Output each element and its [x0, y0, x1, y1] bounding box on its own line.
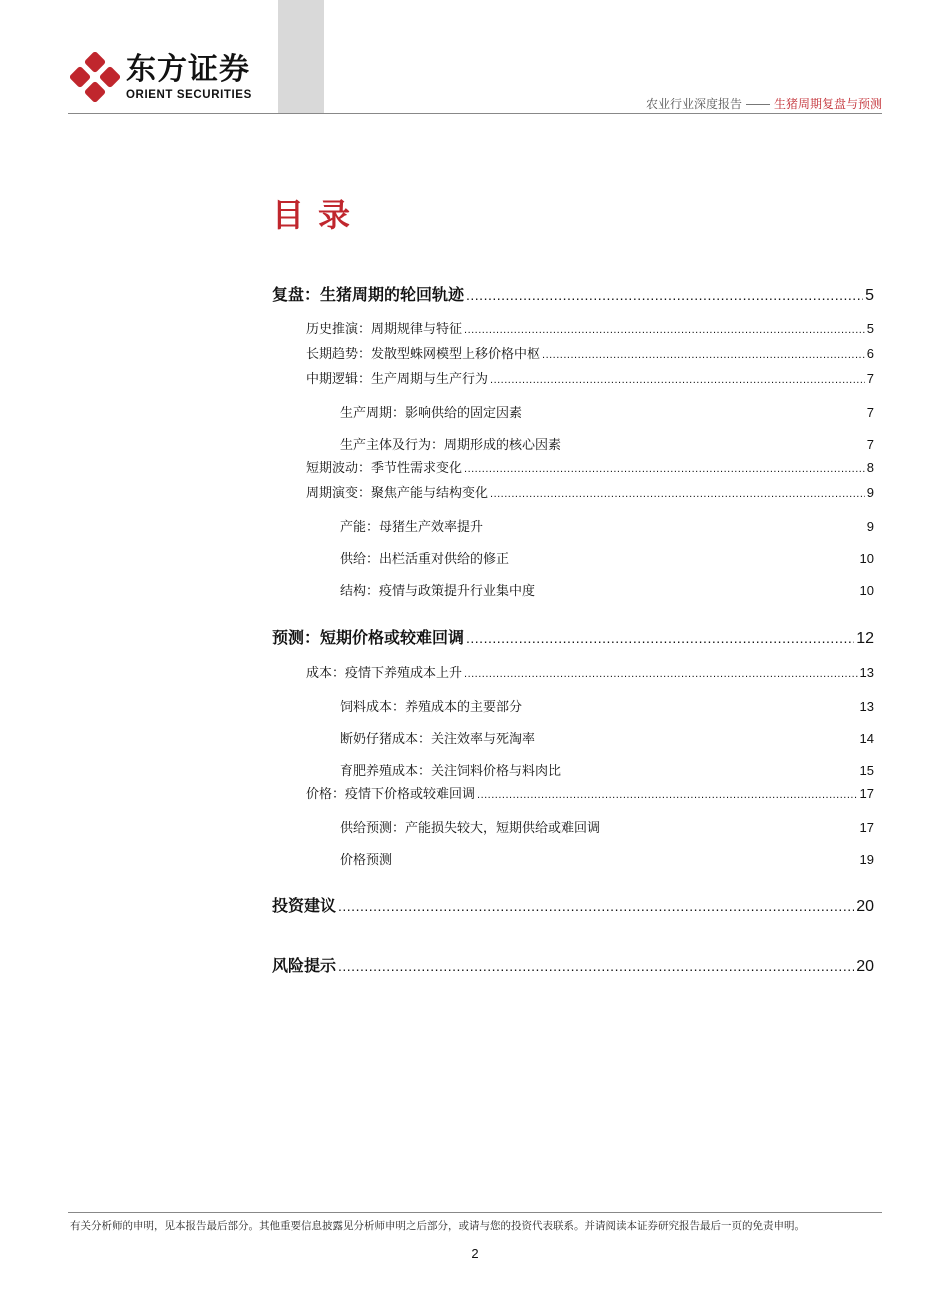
toc-entry[interactable] — [306, 318, 874, 337]
toc-entry-page: 13 — [859, 699, 874, 714]
toc-entry[interactable] — [306, 343, 874, 362]
company-logo — [70, 52, 270, 104]
toc-entry-page: 7 — [866, 371, 874, 386]
toc-entry-label: 生产周期：影响供给的固定因素 — [340, 405, 523, 420]
toc-entry[interactable] — [340, 402, 874, 421]
toc-entry[interactable] — [340, 760, 874, 779]
toc-entry-label: 预测：短期价格或较难回调 — [272, 630, 465, 647]
footer-disclaimer: 有关分析师的申明，见本报告最后部分。其他重要信息披露见分析师申明之后部分，或请与您的投资代表联系。并请阅读本证券研究报告最后一页的免责申明。 — [70, 1220, 805, 1232]
toc-entry-label: 投资建议 — [272, 898, 337, 915]
toc-entry[interactable] — [340, 817, 874, 836]
toc-entry-label: 短期波动：季节性需求变化 — [306, 460, 463, 475]
toc-leader-dots — [464, 463, 865, 475]
report-subject: 生猪周期复盘与预测 — [773, 97, 882, 111]
toc-entry[interactable] — [272, 625, 874, 648]
header-divider — [68, 113, 882, 114]
toc-entry-label: 周期演变：聚焦产能与结构变化 — [306, 485, 489, 500]
toc-entry[interactable] — [306, 368, 874, 387]
toc-leader-dots — [338, 958, 854, 974]
toc-leader-dots — [338, 898, 854, 914]
toc-entry-label: 价格：疫情下价格或较难回调 — [306, 786, 476, 801]
toc-entry-page: 9 — [866, 519, 874, 534]
toc-entry-page: 8 — [866, 460, 874, 475]
toc-entry[interactable] — [272, 953, 874, 976]
toc-entry-page: 7 — [866, 405, 874, 420]
toc-entry-page: 17 — [859, 820, 874, 835]
toc-entry-page: 6 — [866, 346, 874, 361]
toc-entry-label: 风险提示 — [272, 958, 337, 975]
header-gray-tab — [278, 0, 324, 113]
toc-entry[interactable] — [306, 783, 874, 802]
toc-entry-label: 长期趋势：发散型蛛网模型上移价格中枢 — [306, 346, 541, 361]
toc-entry-page: 5 — [865, 287, 874, 304]
toc-entry-page: 20 — [856, 898, 874, 915]
toc-entry[interactable] — [340, 728, 874, 747]
toc-entry-page: 20 — [856, 958, 874, 975]
toc-entry-page: 15 — [859, 763, 874, 778]
toc-entry-page: 7 — [866, 437, 874, 452]
toc-entry[interactable] — [340, 548, 874, 567]
toc-title: 目录 — [272, 196, 365, 234]
toc-leader-dots — [464, 324, 865, 336]
toc-leader-dots — [464, 668, 858, 680]
toc-entry[interactable] — [272, 282, 874, 305]
toc-entry-page: 14 — [859, 731, 874, 746]
toc-entry-label: 供给：出栏活重对供给的修正 — [340, 551, 510, 566]
toc-entry-label: 育肥养殖成本：关注饲料价格与料肉比 — [340, 763, 562, 778]
report-header — [646, 95, 882, 112]
toc-leader-dots — [490, 374, 865, 386]
logo-chinese-name: 东方证券 — [126, 52, 250, 87]
toc-entry[interactable] — [340, 580, 874, 599]
toc-entry[interactable] — [272, 893, 874, 916]
toc-leader-dots — [466, 630, 854, 646]
toc-entry-label: 中期逻辑：生产周期与生产行为 — [306, 371, 489, 386]
toc-entry-label: 供给预测：产能损失较大，短期供给或难回调 — [340, 820, 601, 835]
toc-entry[interactable] — [306, 482, 874, 501]
toc-entry-label: 价格预测 — [340, 852, 393, 867]
toc-entry-label: 断奶仔猪成本：关注效率与死淘率 — [340, 731, 536, 746]
toc-entry-page: 5 — [866, 321, 874, 336]
toc-entry[interactable] — [306, 457, 874, 476]
toc-entry[interactable] — [340, 516, 874, 535]
toc-entry[interactable] — [306, 662, 874, 681]
toc-entry[interactable] — [340, 849, 874, 868]
toc-entry-page: 13 — [859, 665, 874, 680]
toc-entry-page: 10 — [859, 583, 874, 598]
logo-english-name: ORIENT SECURITIES — [126, 89, 252, 101]
report-type: 农业行业深度报告 — [645, 97, 742, 111]
toc-entry-label: 生产主体及行为：周期形成的核心因素 — [340, 437, 562, 452]
toc-entry-page: 12 — [856, 630, 874, 647]
orient-logo-icon — [70, 52, 120, 102]
toc-entry-label: 复盘：生猪周期的轮回轨迹 — [272, 287, 465, 304]
toc-leader-dots — [490, 488, 865, 500]
toc-leader-dots — [466, 287, 863, 303]
toc-entry-label: 成本：疫情下养殖成本上升 — [306, 665, 463, 680]
toc-entry[interactable] — [340, 434, 874, 453]
page-number: 2 — [471, 1246, 479, 1261]
toc-entry-page: 10 — [859, 551, 874, 566]
toc-entry[interactable] — [340, 696, 874, 715]
toc-entry-page: 9 — [866, 485, 874, 500]
header-dash — [746, 104, 770, 105]
toc-leader-dots — [542, 349, 865, 361]
toc-entry-label: 饲料成本：养殖成本的主要部分 — [340, 699, 523, 714]
toc-entry-label: 结构：疫情与政策提升行业集中度 — [340, 583, 536, 598]
toc-entry-page: 17 — [859, 786, 874, 801]
toc-leader-dots — [477, 789, 858, 801]
footer-divider — [68, 1212, 882, 1213]
toc-entry-label: 产能：母猪生产效率提升 — [340, 519, 484, 534]
toc-entry-page: 19 — [859, 852, 874, 867]
toc-entry-label: 历史推演：周期规律与特征 — [306, 321, 463, 336]
